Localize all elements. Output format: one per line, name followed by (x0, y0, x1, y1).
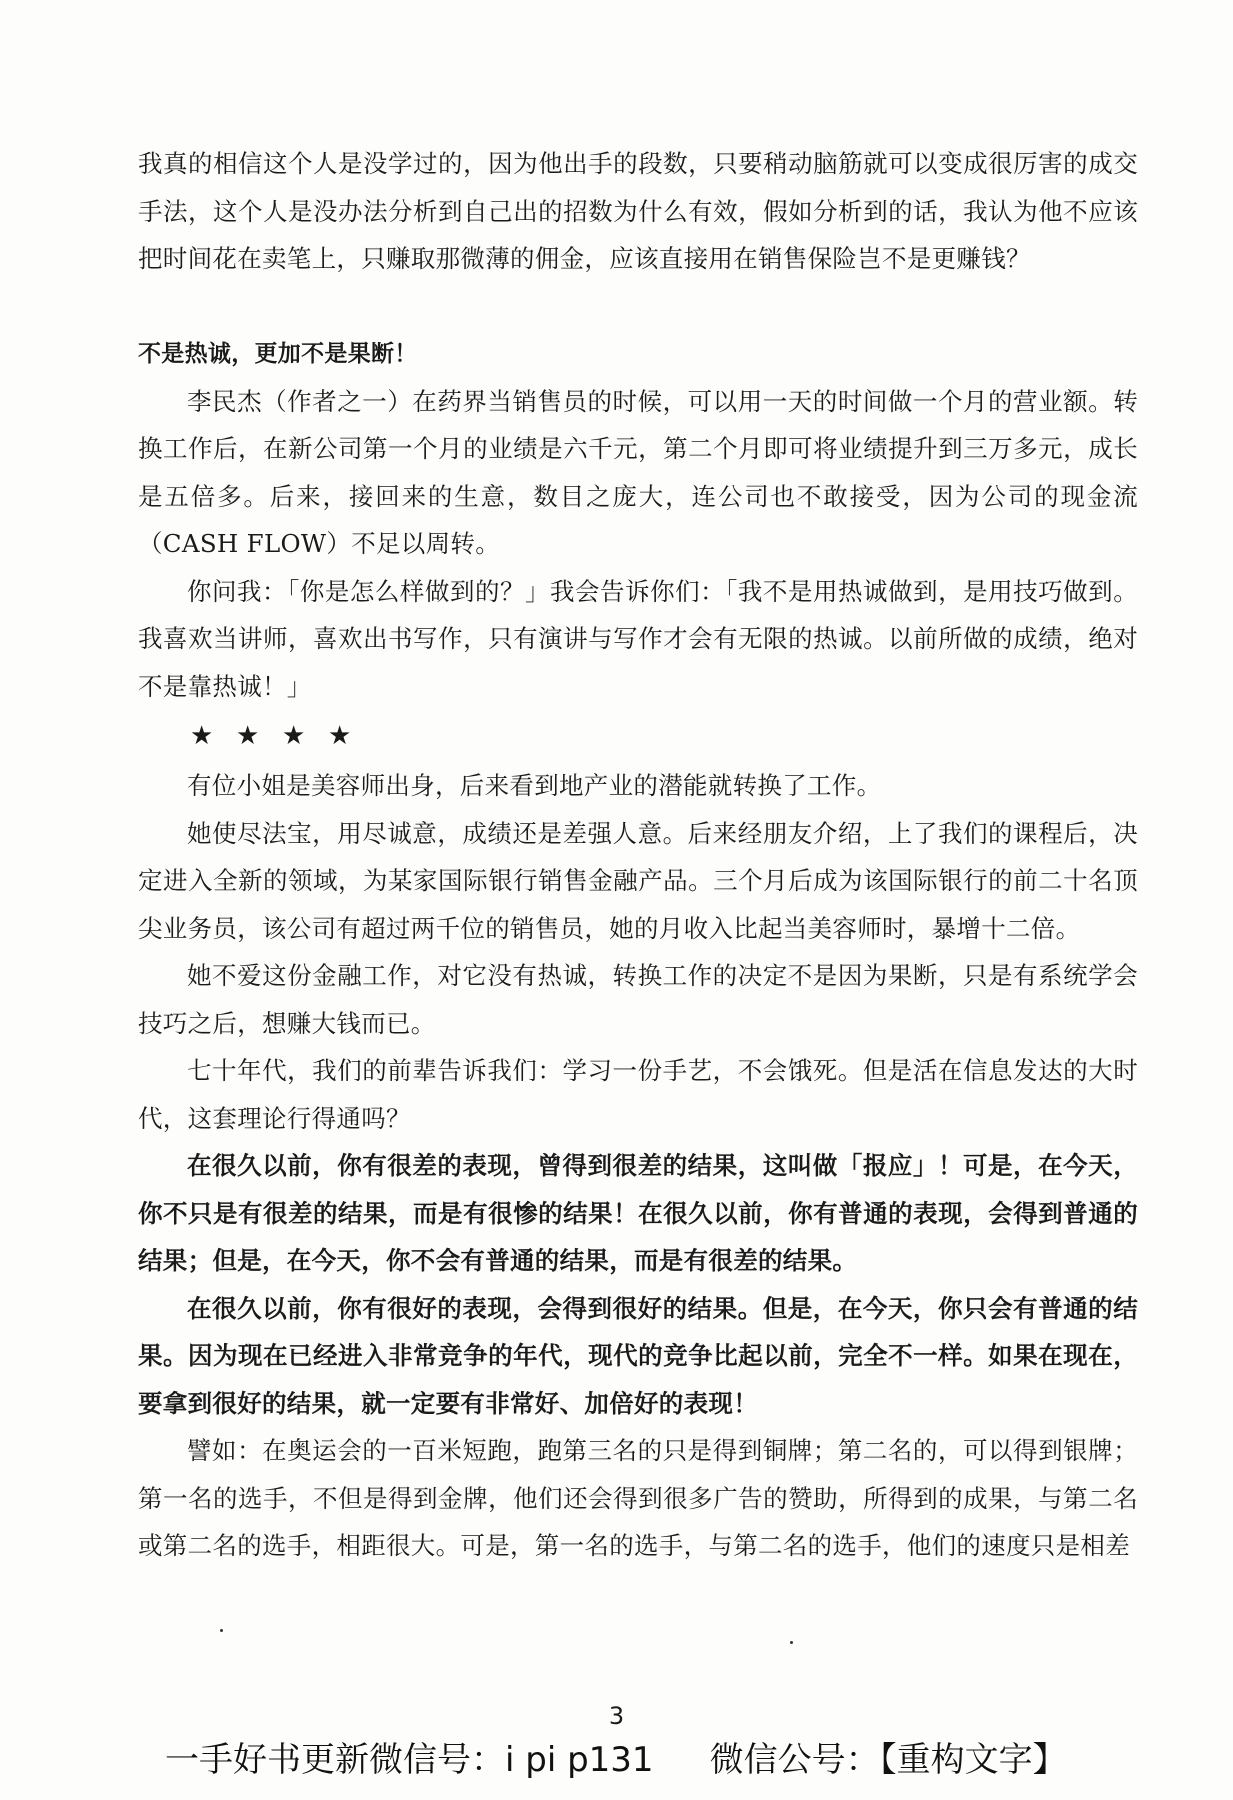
star-icon: ★ (236, 721, 260, 751)
star-icon: ★ (328, 721, 352, 751)
star-divider (138, 710, 1138, 762)
star-icon: ★ (190, 721, 214, 751)
star-icon: ★ (282, 721, 306, 751)
footer-watermark (165, 1738, 1125, 1782)
section-heading: 不是热诚，更加不是果断！ (138, 340, 418, 367)
paragraph-10: 譬如：在奥运会的一百米短跑，跑第三名的只是得到铜牌；第二名的，可以得到银牌；第一名的选手，不但是得到金牌，他们还会得到很多广告的赞助，所得到的成果，与第二名或第二名的选手，相距很大。可是，第一名的选手，与第二名的选手，他们的速度只是相差 (138, 1436, 1138, 1560)
body-text (138, 140, 1138, 1570)
page-number: 3 (608, 1702, 625, 1730)
paragraph-5: 她使尽法宝，用尽诚意，成绩还是差强人意。后来经朋友介绍，上了我们的课程后，决定进入全新的领域，为某家国际银行销售金融产品。三个月后成为该国际银行的前二十名顶尖业务员，该公司有超过两千位的销售员，她的月收入比起当美容师时，暴增十二倍。 (138, 818, 1138, 943)
scan-speck (220, 1629, 223, 1632)
paragraph-7: 七十年代，我们的前辈告诉我们：学习一份手艺，不会饿死。但是活在信息发达的大时代，这套理论行得通吗？ (138, 1056, 1138, 1133)
paragraph-1: 我真的相信这个人是没学过的，因为他出手的段数，只要稍动脑筋就可以变成很厉害的成交手法，这个人是没办法分析到自己出的招数为什么有效，假如分析到的话，我认为他不应该把时间花在卖笔上，只赚取那微薄的佣金，应该直接用在销售保险岂不是更赚钱？ (138, 149, 1138, 273)
scan-speck (790, 1641, 793, 1644)
footer-wechat-id: 一手好书更新微信号：i pi p131 (165, 1740, 654, 1780)
paragraph-4: 有位小姐是美容师出身，后来看到地产业的潜能就转换了工作。 (187, 771, 882, 800)
paragraph-9-bold: 在很久以前，你有很好的表现，会得到很好的结果。但是，在今天，你只会有普通的结果。因为现在已经进入非常竞争的年代，现代的竞争比起以前，完全不一样。如果在现在，要拿到很好的结果，就一定要有非常好、加倍好的表现！ (138, 1293, 1138, 1418)
paragraph-2: 李民杰（作者之一）在药界当销售员的时候，可以用一天的时间做一个月的营业额。转换工作后，在新公司第一个月的业绩是六千元，第二个月即可将业绩提升到三万多元，成长是五倍多。后来，接回来的生意，数目之庞大，连公司也不敢接受，因为公司的现金流（CASH FLOW）不足以周转。 (138, 386, 1138, 558)
footer-wechat-official: 微信公号：【重构文字】 (709, 1740, 1067, 1780)
paragraph-3: 你问我：「你是怎么样做到的？」我会告诉你们：「我不是用热诚做到，是用技巧做到。我喜欢当讲师，喜欢出书写作，只有演讲与写作才会有无限的热诚。以前所做的成绩，绝对不是靠热诚！」 (138, 576, 1138, 701)
paragraph-8-bold: 在很久以前，你有很差的表现，曾得到很差的结果，这叫做「报应」！可是，在今天，你不只是有很差的结果，而是有很惨的结果！在很久以前，你有普通的表现，会得到普通的结果；但是，在今天，你不会有普通的结果，而是有很差的结果。 (138, 1151, 1138, 1275)
paragraph-6: 她不爱这份金融工作，对它没有热诚，转换工作的决定不是因为果断，只是有系统学会技巧之后，想赚大钱而已。 (138, 961, 1138, 1038)
